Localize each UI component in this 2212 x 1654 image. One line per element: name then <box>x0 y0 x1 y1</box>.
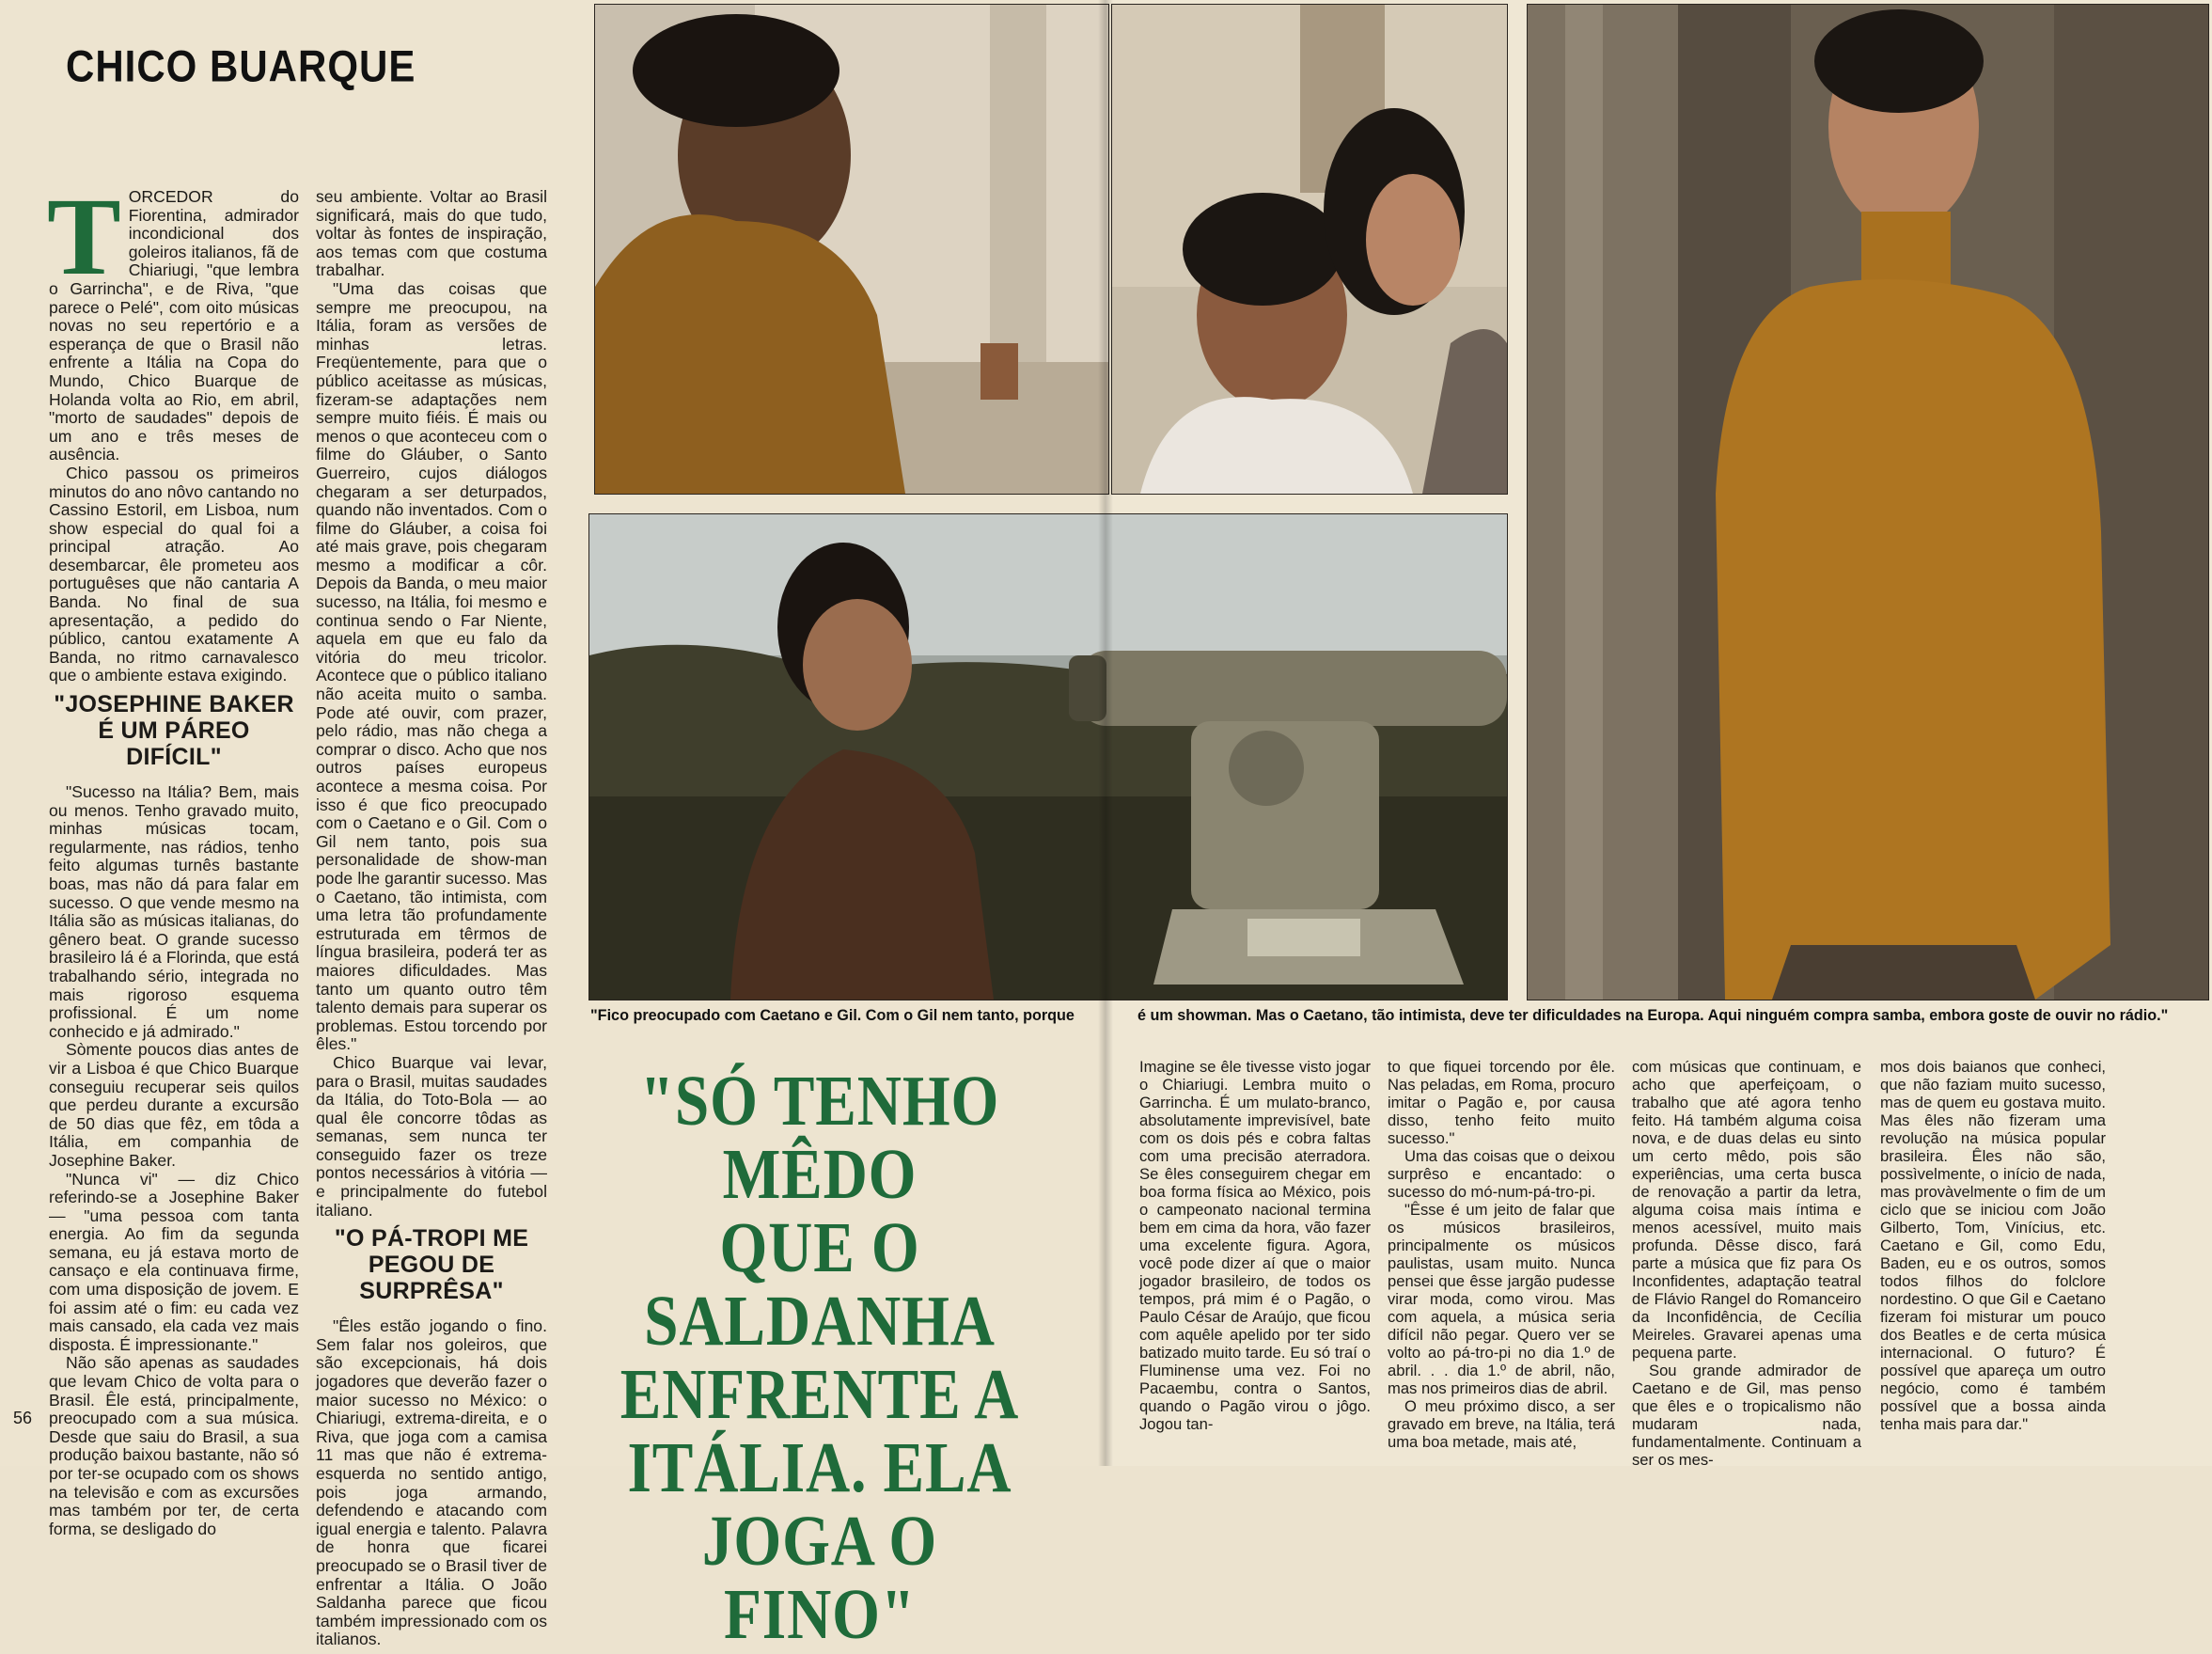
drop-cap: T <box>47 175 121 298</box>
pull-quote-line: ITÁLIA. ELA <box>627 1428 1012 1507</box>
paragraph: Chico Buarque vai levar, para o Brasil, muitas saudades da Itália, do Toto-Bola — ao qual êle concorre tôdas as semanas, sem nunca ter conseguido fazer os treze pontos necessários à vitória — e principalmente do futebol italiano. <box>316 1052 547 1220</box>
lead-paragraph: TORCEDOR do Fiorentina, admirador incondicional dos goleiros italianos, fã de Chiariugi, "que lembra o Garrincha", e de Riva, "que parece o Pelé", com oito músicas novas no seu repertório e a esperança de que o Brasil não enfrente a Itália na Copa do Mundo, Chico Buarque de Holanda volta ao Rio, em abril, "morto de saudades" depois de um ano e três meses de ausência. <box>47 175 299 465</box>
paragraph: to que fiquei torcendo por êle. Nas peladas, em Roma, procuro imitar o Pagão e, por causa disso, tenho feito muito sucesso." <box>1388 1058 1615 1147</box>
paragraph: Imagine se êle tivesse visto jogar o Chiariugi. Lembra muito o Garrincha. É um mulato-branco, absolutamente imprevisível, bate com os dois pés e cobra faltas com uma precisão aterradora. Se êles conseguirem chegar em boa forma física ao México, pois o campeonato nacional termina bem em cima da hora, vão fazer uma excelente figura. Agora, você pode dizer aí que o maior jogador brasileiro, de todos os tempos, prá mim é o Pagão, o Paulo César de Araújo, que ficou com aquêle apelido por ter sido batizado muito tarde. Eu só traí o Fluminense uma vez. Foi no Pacaembu, contra o Santos, quando o Pagão virou o jôgo. Jogou tan- <box>1139 1058 1371 1433</box>
pull-quote <box>609 1062 1029 1654</box>
paragraph: O meu próximo disco, a ser gravado em breve, na Itália, terá uma boa metade, mais até, <box>1388 1397 1615 1451</box>
paragraph: com músicas que continuam, e acho que aperfeiçoam, o trabalho que até agora tenho feito. Há também alguma coisa nova, e de duas delas eu sinto um certo mêdo, pois são experiências, uma certa busca de renovação a partir da letra, alguma coisa mais íntima e menos acessível, muito mais profunda. Dêsse disco, fará parte a música que fiz para Os Inconfidentes, adaptação teatral de Flávio Rangel do Romanceiro da Inconfidência, de Cecília Meireles. Gravarei apenas uma pequena parte. <box>1632 1058 1861 1362</box>
article-column-2 <box>316 188 547 1649</box>
paragraph: "Êles estão jogando o fino. Sem falar nos goleiros, que são excepcionais, há dois jogadores que deverão fazer o maior sucesso no México: o Chiariugi, extrema-direita, e o Riva, que joga com a camisa 11 mas que não é extrema-esquerda no sentido antigo, pois joga armando, defendendo e atacando com igual energia e talento. Palavra de honra que ficarei preocupado se o Brasil tiver de enfrentar a Itália. O João Saldanha parece que ficou também impressionado com os italianos. <box>316 1316 547 1649</box>
pull-quote-line: QUE O SALDANHA <box>644 1208 996 1361</box>
pull-quote-line: JOGA O FINO" <box>701 1502 938 1654</box>
article-column-4 <box>1388 1058 1615 1451</box>
paragraph: "Nunca vi" — diz Chico referindo-se a Josephine Baker — "uma pessoa com tanta energia. Ao fim da segunda semana, eu já estava morto de cansaço e ela continuava firme, com uma disposição de jovem. E foi assim até o fim: eu cada vez mais cansado, ela cada vez mais disposta. É impressionante." <box>49 1169 299 1354</box>
subheading-patropi: "O PÁ-TROPI ME PEGOU DE SURPRÊSA" <box>334 1225 529 1305</box>
paragraph: "Uma das coisas que sempre me preocupou, na Itália, foram as versões de minhas letras. Freqüentemente, para que o público aceitasse as músicas, fizeram-se adaptações nem sempre muito fiéis. É mais ou menos o que aconteceu com o filme do Gláuber, o Santo Guerreiro, cujos diálogos chegaram a ser deturpados, quando não inventados. Com o filme do Gláuber, a coisa foi até mais grave, pois chegaram mesmo a modificar a côr. Depois da Banda, o meu maior sucesso, na Itália, foi mesmo e continua sendo o Far Niente, aquela em que eu falo da vitória do meu tricolor. Acontece que o público italiano não aceita muito o samba. Pode até ouvir, com prazer, pelo rádio, mas não chega a comprar o disco. Acho que nos outros países europeus acontece a mesma coisa. Por isso é que fico preocupado com o Caetano e o Gil. Com o Gil nem tanto, pois sua personalidade de show-man pode lhe garantir sucesso. Mas o Caetano, tão intimista, com uma letra tão profundamente estruturada em têrmos de língua brasileira, poderá ter as maiores dificuldades. Mas tanto um quanto outro têm talento demais para superar os problemas. Estou torcendo por êles." <box>316 278 547 1054</box>
paragraph: Chico passou os primeiros minutos do ano nôvo cantando no Cassino Estoril, em Lisboa, num show especial do qual foi a principal atração. Ao desembarcar, êle prometeu aos portuguêses que não cantaria A Banda. No final de sua apresentação, a pedido do público, cantou exatamente A Banda, no ritmo carnavalesco que o ambiente estava exigindo. <box>49 463 299 685</box>
section-kicker: CHICO BUARQUE <box>66 41 416 91</box>
photo-caption-right: é um showman. Mas o Caetano, tão intimista, deve ter dificuldades na Europa. Aqui ninguém compra samba, embora goste de ouvir no rádio." <box>1137 1007 2169 1024</box>
page-number: 56 <box>13 1409 33 1427</box>
pull-quote-line: "SÓ TENHO MÊDO <box>639 1062 1000 1214</box>
paragraph: mos dois baianos que conheci, que não faziam muito sucesso, mas de quem eu gostava muito. Mas êles não fizeram uma revolução na música popular brasileira. Êles não são, possìvelmente, o início de nada, mas provàvelmente o fim de um ciclo que se iniciou com João Gilberto, Tom, Vinícius, etc. Caetano e Gil, como Edu, Baden, eu e os outros, somos todos filhos do folclore nordestino. O que Gil e Caetano fizeram foi misturar um pouco dos Beatles e de certa música internacional. O futuro? É possível que apareça um outro negócio, como é também possível que a bossa ainda tenha mais para dar." <box>1880 1058 2106 1433</box>
photo-chico-profile-wall <box>594 4 1109 495</box>
article-column-6 <box>1880 1058 2106 1433</box>
paragraph: "Sucesso na Itália? Bem, mais ou menos. Tenho gravado muito, minhas músicas tocam, regularmente, nas rádios, tenho feito algumas turnês bastante boas, mas não dá para falar em sucesso. O que vende mesmo na Itália são as músicas italianas, do gênero beat. O grande sucesso brasileiro lá é a Florinda, que está trabalhando sério, integrada no mais rigoroso esquema profissional. É um nome conhecido e já admirado." <box>49 782 299 1041</box>
article-column-5 <box>1632 1058 1861 1469</box>
article-column-1 <box>47 175 299 1538</box>
center-gutter <box>1098 0 1113 1466</box>
photo-caption-left: "Fico preocupado com Caetano e Gil. Com o Gil nem tanto, porque <box>590 1007 1075 1024</box>
photo-chico-standing-portrait <box>1527 4 2209 1000</box>
pull-quote-line: ENFRENTE A <box>620 1355 1020 1434</box>
photo-chico-telescope <box>588 513 1508 1000</box>
paragraph: "Êsse é um jeito de falar que os músicos brasileiros, principalmente os músicos paulistas, usam muito. Nunca pensei que êsse jargão pudesse virar moda, como virou. Mas com aquela, a música seria difícil não pegar. Quero ver se volto ao pá-tro-pi no dia 1.º de abril. . . dia 1.º de abril, não, mas nos primeiros dias de abril. <box>1388 1201 1615 1397</box>
paragraph: seu ambiente. Voltar ao Brasil significará, mais do que tudo, voltar às fontes de inspiração, aos temas com que costuma trabalhar. <box>316 187 547 280</box>
paragraph: Uma das coisas que o deixou surprêso e encantado: o sucesso do mó-num-pá-tro-pi. <box>1388 1147 1615 1201</box>
article-column-3 <box>1139 1058 1371 1433</box>
photo-two-women <box>1111 4 1508 495</box>
paragraph: Sou grande admirador de Caetano e de Gil, mas penso que êles e o tropicalismo não mudaram nada, fundamentalmente. Continuam a ser os mes- <box>1632 1362 1861 1469</box>
paragraph: Não são apenas as saudades que levam Chico de volta para o Brasil. Êle está, principalmente, preocupado com a sua música. Desde que saiu do Brasil, a sua produção baixou bastante, não só por ter-se ocupado com os shows na televisão e com as excursões mas também por ter, de certa forma, se desligado do <box>49 1353 299 1538</box>
paragraph: Sòmente poucos dias antes de vir a Lisboa é que Chico Buarque conseguiu recuperar seis quilos que perdeu durante a excursão de 50 dias que fêz, em tôda a Itália, em companhia de Josephine Baker. <box>49 1040 299 1170</box>
subheading-josephine: "JOSEPHINE BAKER É UM PÁREO DIFÍCIL" <box>54 691 294 771</box>
